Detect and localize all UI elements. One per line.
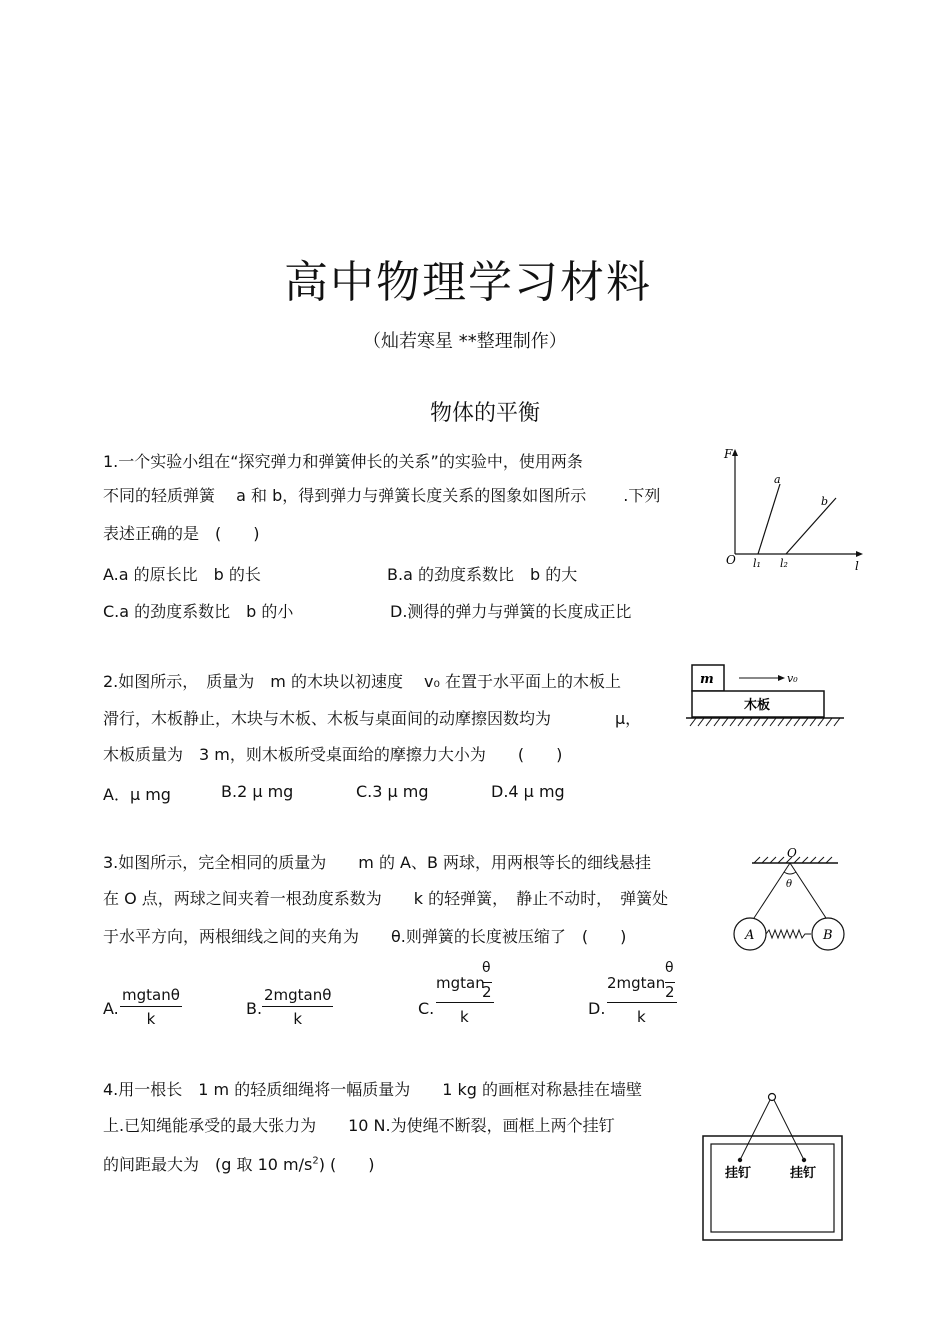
q3-option-c-bar — [436, 1002, 494, 1003]
q1-option-c: C.a 的劲度系数比 b 的小 — [103, 602, 294, 621]
q4-picture-frame-figure — [698, 1088, 848, 1246]
q3-option-d-half-num: θ — [665, 960, 674, 976]
section-title: 物体的平衡 — [430, 401, 541, 426]
q3-option-d-numerator: 2mgtan — [607, 974, 666, 992]
ball-b-label: B — [823, 928, 833, 943]
angle-theta-label: θ — [786, 879, 793, 890]
left-nail — [738, 1158, 742, 1162]
spring-b-line — [786, 498, 836, 554]
q3-option-b-denominator: k — [293, 1010, 303, 1028]
axis-l-label: l — [855, 559, 859, 573]
q3-option-c-label: C. — [418, 999, 435, 1018]
q2-stem-line1: 2.如图所示， 质量为 m 的木块以初速度 v₀ 在置于水平面上的木板上 — [103, 672, 621, 691]
q2-option-c: C.3 μ mg — [356, 782, 429, 801]
q3-option-c-denominator: k — [460, 1008, 469, 1026]
left-nail-label: 挂钉 — [725, 1166, 752, 1181]
l2-label: l₂ — [780, 557, 788, 570]
q1-option-b: B.a 的劲度系数比 b 的大 — [387, 565, 578, 584]
q3-option-c-half-num: θ — [482, 960, 491, 976]
q4-line3-pre: 的间距最大为 (g 取 10 m/s — [103, 1155, 313, 1174]
line-b-label: b — [821, 495, 829, 508]
q2-option-b: B.2 μ mg — [221, 782, 294, 801]
block-m-label: m — [700, 672, 714, 687]
ball-a-label: A — [745, 928, 755, 943]
q3-option-a-label: A. — [103, 999, 119, 1018]
q3-stem-line1: 3.如图所示，完全相同的质量为 m 的 A、B 两球，用两根等长的细线悬挂 — [103, 853, 652, 872]
spring — [766, 930, 811, 938]
board-label: 木板 — [744, 698, 771, 713]
q1-stem-line2: 不同的轻质弹簧 a 和 b，得到弹力与弹簧长度关系的图象如图所示 .下列 — [103, 486, 661, 505]
q1-force-length-graph — [718, 446, 868, 576]
q4-line3-sup: 2 — [312, 1155, 319, 1167]
q1-stem-line1: 1.一个实验小组在“探究弹力和弹簧伸长的关系”的实验中，使用两条 — [103, 452, 583, 471]
q1-option-a: A.a 的原长比 b 的长 — [103, 565, 261, 584]
q2-stem-line3: 木板质量为 3 m，则木板所受桌面给的摩擦力大小为 ( ) — [103, 745, 563, 764]
q3-option-b-label: B. — [246, 999, 263, 1018]
q2-option-d: D.4 μ mg — [491, 782, 565, 801]
q3-option-d-half-den: 2 — [665, 983, 675, 1001]
q3-option-d-fraction — [607, 960, 679, 1030]
q3-option-d-bar — [607, 1002, 677, 1003]
q3-two-balls-spring-figure — [730, 843, 850, 955]
right-nail-label: 挂钉 — [790, 1166, 817, 1181]
line-a-label: a — [774, 473, 781, 486]
spring-a-line — [758, 484, 780, 554]
q3-option-c-half-den: 2 — [482, 983, 492, 1001]
q4-stem-line3 — [103, 1152, 375, 1175]
axis-f-label: F — [724, 447, 733, 461]
page-title: 高中物理学习材料 — [284, 257, 652, 308]
point-o-label: O — [787, 846, 797, 860]
velocity-label: v₀ — [787, 672, 798, 685]
right-nail — [802, 1158, 806, 1162]
q3-option-b-fraction — [262, 986, 333, 1028]
q4-line3-post: ) ( ) — [318, 1155, 375, 1174]
q3-option-c-numerator: mgtan — [436, 974, 485, 992]
frame-inner — [711, 1144, 834, 1232]
origin-label: O — [726, 553, 736, 567]
q2-option-a: A．μ mg — [103, 785, 171, 804]
q4-stem-line2: 上.已知绳能承受的最大张力为 10 N.为使绳不断裂，画框上两个挂钉 — [103, 1116, 615, 1135]
q3-stem-line2: 在 O 点，两球之间夹着一根劲度系数为 k 的轻弹簧， 静止不动时， 弹簧处 — [103, 889, 669, 908]
q3-option-b-numerator: 2mgtanθ — [262, 986, 333, 1007]
q3-option-a-fraction — [120, 986, 182, 1028]
q3-option-d-label: D. — [588, 999, 606, 1018]
q3-stem-line3: 于水平方向，两根细线之间的夹角为 θ.则弹簧的长度被压缩了 ( ) — [103, 927, 627, 946]
q3-option-d-denominator: k — [637, 1008, 646, 1026]
page-subtitle: （灿若寒星 **整理制作） — [363, 331, 567, 352]
q2-stem-line2: 滑行，木板静止，木块与木板、木板与桌面间的动摩擦因数均为 μ， — [103, 709, 642, 728]
q3-option-a-denominator: k — [146, 1010, 156, 1028]
q3-option-c-fraction — [436, 960, 496, 1030]
l1-label: l₁ — [753, 557, 761, 570]
wall-nail — [769, 1094, 776, 1101]
q3-option-a-numerator: mgtanθ — [120, 986, 182, 1007]
q2-block-on-board-figure — [684, 660, 852, 732]
q1-stem-line3: 表述正确的是 ( ) — [103, 524, 260, 543]
q4-stem-line1: 4.用一根长 1 m 的轻质细绳将一幅质量为 1 kg 的画框对称悬挂在墙壁 — [103, 1080, 642, 1099]
ground-hatching — [690, 718, 840, 726]
q1-option-d: D.测得的弹力与弹簧的长度成正比 — [390, 602, 632, 621]
